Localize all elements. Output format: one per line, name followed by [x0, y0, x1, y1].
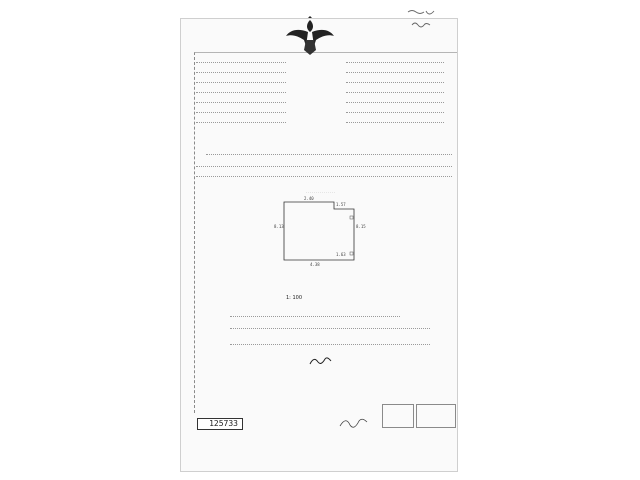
- plot-corner-marker: [350, 252, 353, 255]
- form-rule: [230, 344, 430, 345]
- form-rule: [196, 92, 286, 93]
- form-rule: [196, 176, 452, 177]
- form-rule: [230, 316, 400, 317]
- dimension-bottom: 4.38: [310, 262, 320, 266]
- form-rule: [196, 112, 286, 113]
- endorsement-signature-icon: [336, 414, 376, 432]
- dimension-left: 8.13: [274, 224, 284, 229]
- form-rule: [346, 72, 444, 73]
- plot-plan: [266, 192, 382, 266]
- official-signature-icon: [308, 356, 334, 368]
- dimension-top-right: 1.57: [336, 202, 346, 207]
- serial-number: 125733: [209, 419, 238, 428]
- form-rule: [346, 112, 444, 113]
- form-rule: [230, 328, 430, 329]
- scale-label: 1: 100: [286, 295, 302, 301]
- plot-corner-marker: [350, 216, 353, 219]
- form-rule: [346, 82, 444, 83]
- serial-number-box: [197, 418, 243, 430]
- dimension-right: 8.15: [356, 224, 366, 229]
- form-rule: [206, 154, 452, 155]
- form-rule: [346, 102, 444, 103]
- form-rule: [196, 102, 286, 103]
- endorsement-box: [382, 404, 414, 428]
- form-rule: [196, 72, 286, 73]
- handwritten-scribble-icon: [402, 6, 446, 34]
- form-rule: [196, 62, 286, 63]
- form-rule: [346, 62, 444, 63]
- garuda-emblem-icon: [284, 16, 336, 56]
- form-rule: [196, 166, 452, 167]
- dimension-bottom-right: 1.63: [336, 252, 346, 257]
- form-rule: [196, 82, 286, 83]
- dimension-top: 2.40: [304, 196, 314, 201]
- endorsement-box: [416, 404, 456, 428]
- form-rule: [346, 92, 444, 93]
- form-rule: [196, 122, 286, 123]
- form-rule: [346, 122, 444, 123]
